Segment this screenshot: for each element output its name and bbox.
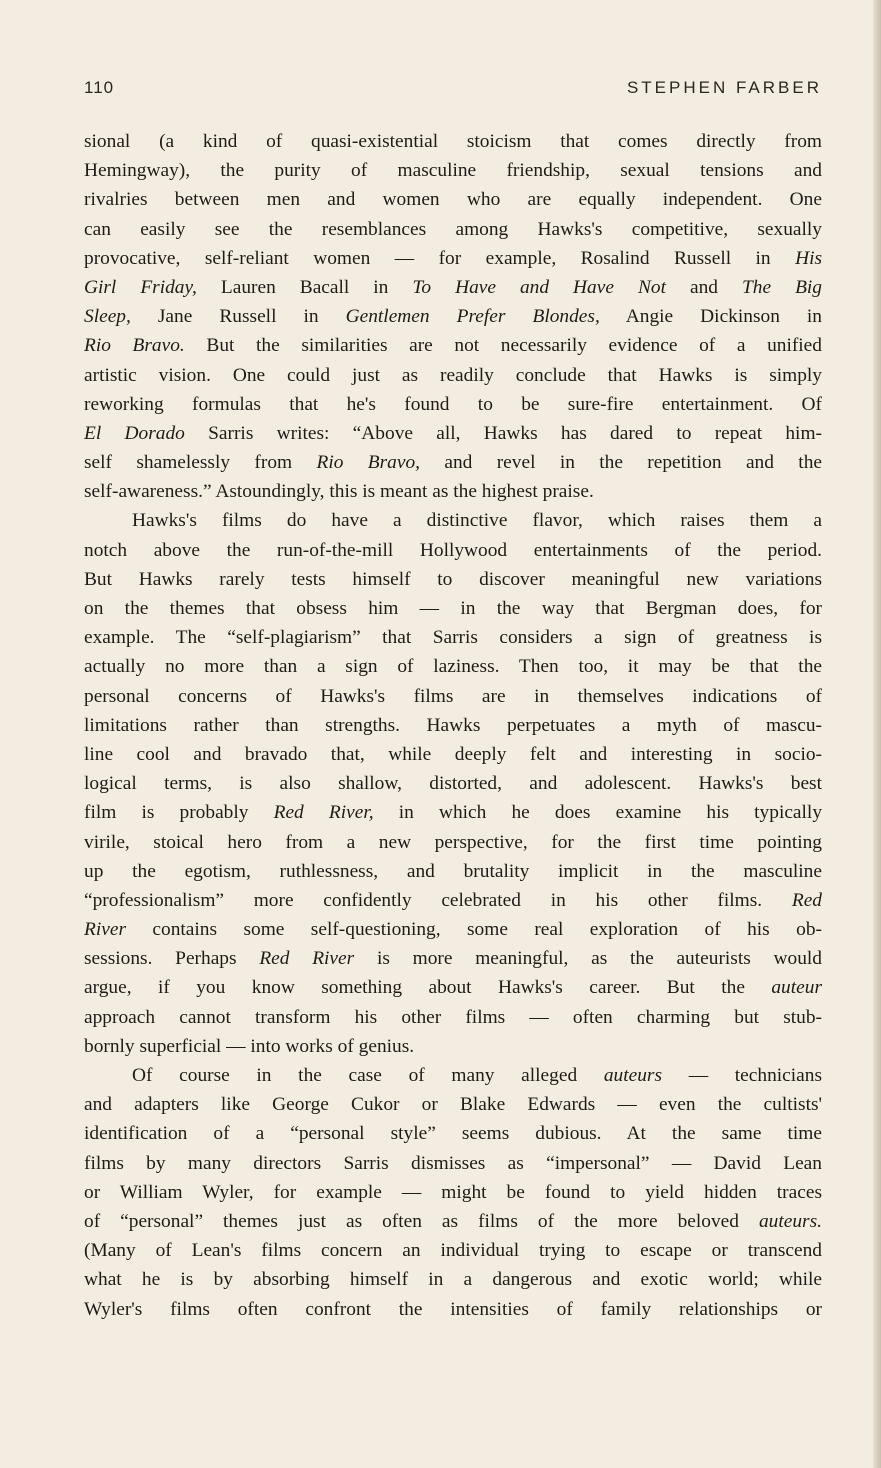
text-line: personal concerns of Hawks's films are in themselves indications of [84, 685, 822, 707]
text-line: can easily see the resemblances among Hawks's competitive, sexually [84, 218, 822, 240]
text-line: Hemingway), the purity of masculine friendship, sexual tensions and [84, 160, 822, 182]
text-line: approach cannot transform his other films — often charming but stub- [84, 1006, 822, 1028]
italic-title: The Big [741, 276, 822, 298]
page-number: 110 [84, 78, 115, 97]
text-line: logical terms, is also shallow, distorted, and adolescent. Hawks's best [84, 773, 822, 795]
text-line: identification of a “personal style” seems dubious. At the same time [84, 1123, 822, 1145]
page-edge-shadow [873, 0, 881, 1468]
text-line: up the egotism, ruthlessness, and brutality implicit in the masculine [84, 860, 822, 882]
text-line: provocative, self-reliant women — for example, Rosalind Russell in His [84, 247, 822, 269]
running-title: STEPHEN FARBER [626, 78, 822, 97]
italic-title: River [84, 919, 126, 941]
italic-title: Rio Bravo. [84, 335, 185, 357]
text-line: Girl Friday, Lauren Bacall in To Have and Have Not and The Big [84, 276, 822, 298]
text-line: argue, if you know something about Hawks's career. But the auteur [84, 977, 822, 999]
text-line: on the themes that obsess him — in the way that Bergman does, for [84, 598, 822, 619]
text-line: Rio Bravo. But the similarities are not necessarily evidence of a unified [84, 335, 822, 357]
italic-title: Red River [259, 948, 355, 970]
text-line: artistic vision. One could just as readily conclude that Hawks is simply [84, 364, 822, 386]
text-line: rivalries between men and women who are equally independent. One [84, 189, 822, 211]
text-line: Of course in the case of many alleged auteurs — technicians [132, 1065, 822, 1086]
text-line: self-awareness.” Astoundingly, this is meant as the highest praise. [84, 481, 594, 503]
text-line: example. The “self-plagiarism” that Sarris considers a sign of greatness is [84, 627, 822, 649]
text-line: notch above the run-of-the-mill Hollywood entertainments of the period. [84, 539, 822, 561]
text-line: limitations rather than strengths. Hawks perpetuates a myth of mascu- [84, 714, 822, 736]
text-line: actually no more than a sign of laziness. Then too, it may be that the [84, 656, 822, 678]
italic-title: El Dorado [84, 422, 185, 444]
italic-title: Red River, [273, 802, 374, 824]
italic-title: Gentlemen Prefer Blondes, [345, 306, 600, 328]
text-line: sessions. Perhaps Red River is more meaningful, as the auteurists would [84, 948, 822, 970]
text-line: (Many of Lean's films concern an individual trying to escape or transcend [84, 1240, 822, 1262]
text-line: line cool and bravado that, while deeply felt and interesting in socio- [84, 743, 822, 765]
text-line: or William Wyler, for example — might be found to yield hidden traces [84, 1181, 822, 1203]
body-text [84, 127, 822, 1324]
italic-title: auteurs. [758, 1210, 822, 1232]
text-line: of “personal” themes just as often as films of the more beloved auteurs. [84, 1210, 822, 1232]
text-line: film is probably Red River, in which he does examine his typically [84, 802, 823, 824]
italic-title: To Have and Have Not [412, 276, 666, 298]
italic-title: His [795, 247, 822, 269]
text-line: films by many directors Sarris dismisses as “impersonal” — David Lean [84, 1152, 822, 1174]
italic-title: auteurs [603, 1065, 663, 1086]
text-line: virile, stoical hero from a new perspective, for the first time pointing [84, 831, 822, 853]
text-line: River contains some self-questioning, some real exploration of his ob- [84, 919, 822, 941]
italic-title: Rio Bravo, [316, 452, 420, 474]
text-line: what he is by absorbing himself in a dangerous and exotic world; while [84, 1269, 822, 1291]
text-line: But Hawks rarely tests himself to discover meaningful new variations [84, 568, 822, 590]
text-line: self shamelessly from Rio Bravo, and revel in the repetition and the [84, 452, 822, 474]
text-line: reworking formulas that he's found to be sure-fire entertainment. Of [84, 393, 822, 415]
italic-title: Girl Friday, [84, 276, 197, 298]
text-line: Hawks's films do have a distinctive flavor, which raises them a [132, 510, 822, 532]
italic-title: auteur [771, 977, 822, 999]
text-line: Wyler's films often confront the intensities of family relationships or [84, 1298, 822, 1320]
text-line: Sleep, Jane Russell in Gentlemen Prefer Blondes, Angie Dickinson in [84, 306, 822, 328]
italic-title: Red [791, 889, 822, 911]
text-line: “professionalism” more confidently celebrated in his other films. Red [84, 889, 822, 911]
text-line: El Dorado Sarris writes: “Above all, Hawks has dared to repeat him- [84, 422, 822, 444]
text-line: sional (a kind of quasi-existential stoicism that comes directly from [84, 131, 822, 152]
text-line: bornly superficial — into works of genius. [84, 1035, 415, 1057]
running-head [84, 78, 822, 102]
text-line: and adapters like George Cukor or Blake Edwards — even the cultists' [84, 1094, 822, 1116]
italic-title: Sleep, [84, 306, 131, 328]
